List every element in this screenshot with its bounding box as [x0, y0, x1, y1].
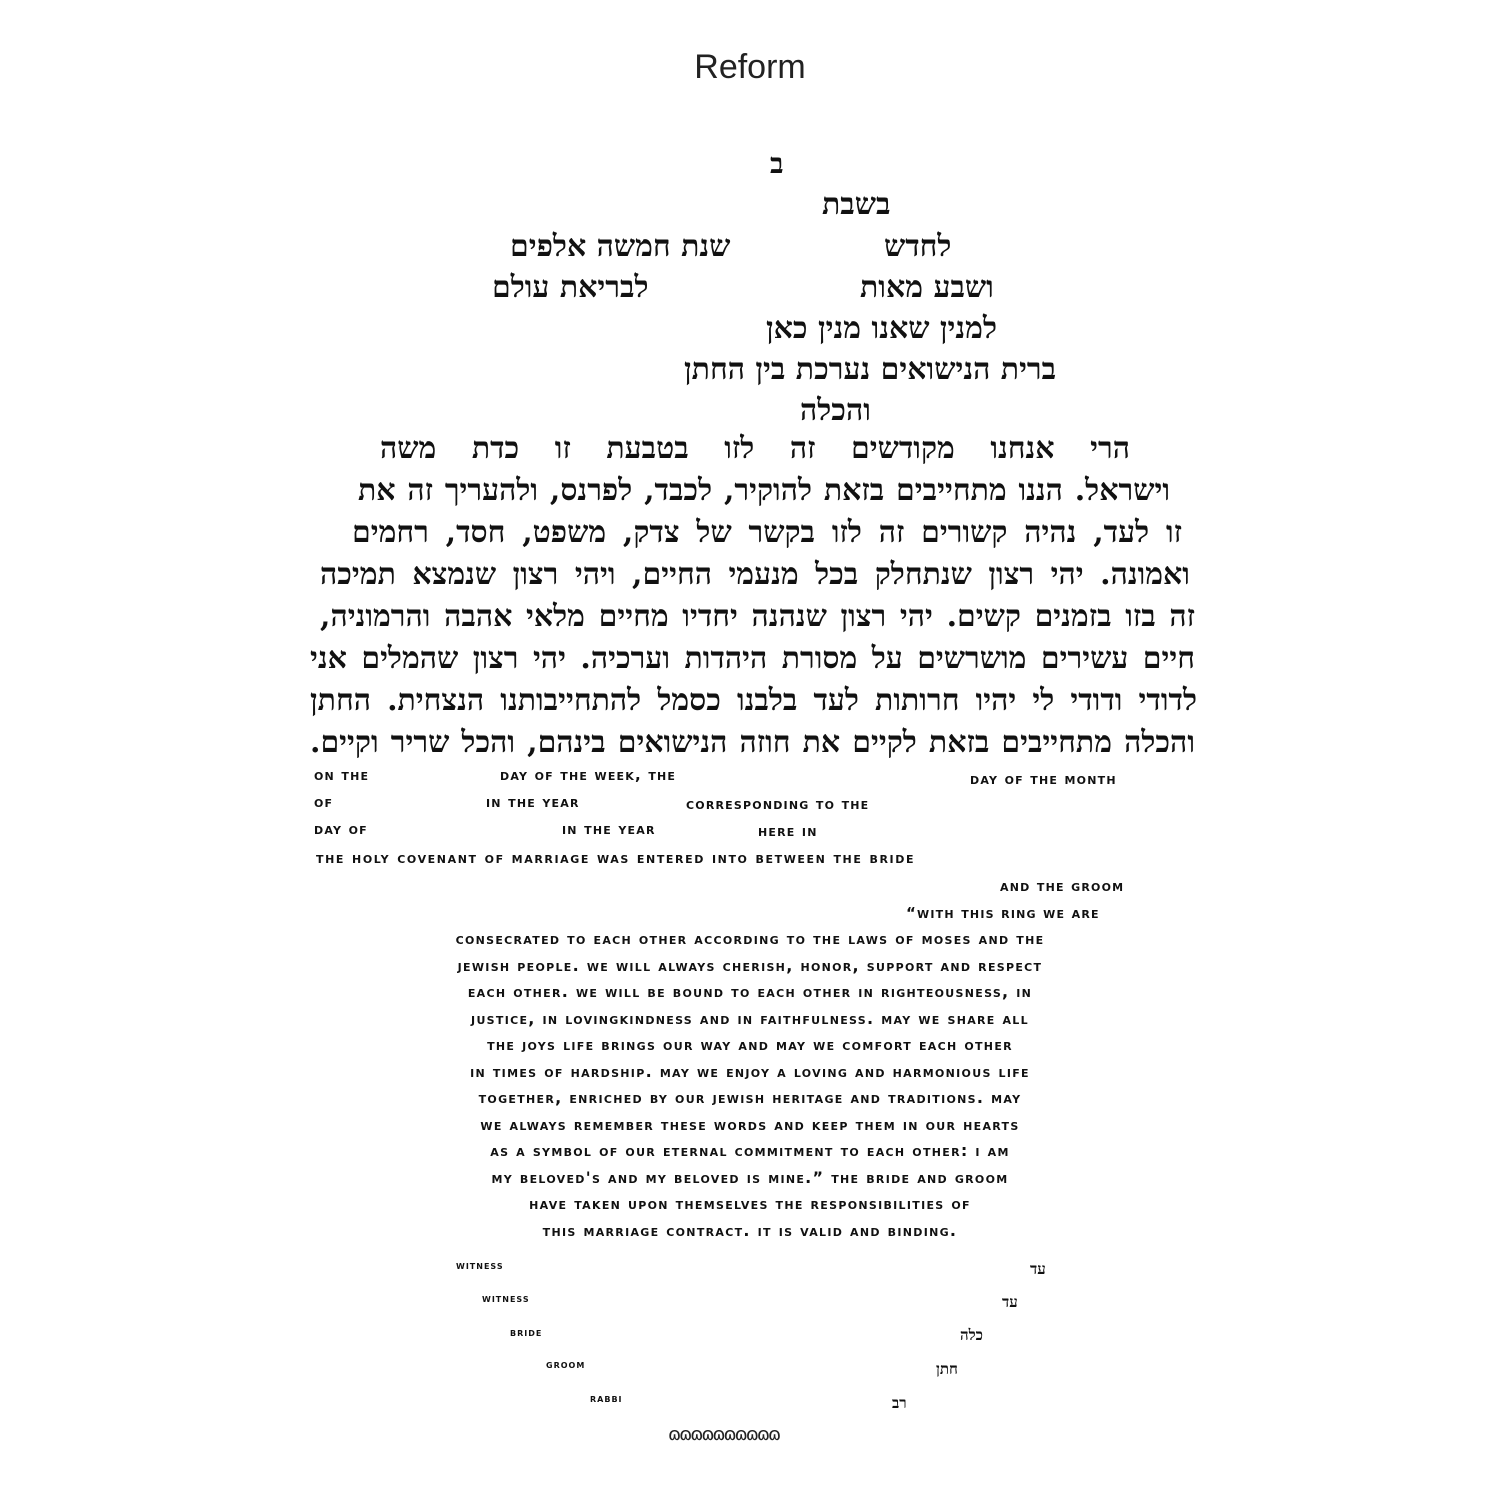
english-header-r3-c: here in — [758, 822, 818, 840]
english-line: consecrated to each other according to the laws of moses and the — [455, 929, 1045, 948]
hebrew-line: ואמונה. יהי רצון שנתחלק בכל מנעמי החיים, ויהי רצון שנמצא תמיכה — [320, 557, 1190, 592]
hebrew-header-line-4: למנין שאנו מנין כאן — [766, 311, 997, 346]
english-header-r1-c: day of the month — [970, 770, 1117, 788]
english-line: my beloved's and my beloved is mine.” the bride and groom — [491, 1167, 1009, 1187]
hebrew-header-line-1: בשבת — [822, 187, 891, 222]
rabbi-hebrew-label: רב — [892, 1394, 907, 1412]
bride-hebrew-label: כלה — [960, 1326, 983, 1344]
english-line: this marriage contract. it is valid and binding. — [542, 1220, 958, 1240]
groom-label: groom — [546, 1358, 586, 1371]
english-header-r1-b: day of the week, the — [500, 766, 677, 784]
english-line: together, enriched by our jewish heritage and traditions. may — [478, 1088, 1022, 1107]
hebrew-header-line-3-left: לבריאת עולם — [492, 270, 649, 305]
hebrew-line: והכלה מתחייבים בזאת לקיים את חוזה הנישואים בינהם, והכל שריר וקיים. — [310, 725, 1195, 760]
bride-label: bride — [510, 1326, 543, 1339]
hebrew-header-line-6: והכלה — [800, 393, 871, 428]
english-header-r2-b: in the year — [486, 793, 580, 811]
english-header-r2-a: of — [314, 793, 334, 811]
english-line: in times of hardship. may we enjoy a loving and harmonious life — [470, 1061, 1030, 1081]
english-header-r5: and the groom — [1000, 877, 1125, 895]
english-line: we always remember these words and keep them in our hearts — [480, 1114, 1020, 1134]
witness-2-hebrew-label: עד — [1002, 1293, 1018, 1311]
english-line: each other. we will be bound to each other in righteousness, in — [467, 982, 1033, 1001]
witness-1-label: witness — [456, 1259, 504, 1272]
hebrew-paragraph — [300, 428, 1200, 764]
english-line: justice, in lovingkindness and in faithfulness. may we share all — [471, 1008, 1029, 1028]
english-line: as a symbol of our eternal commitment to each other: i am — [490, 1141, 1010, 1160]
hebrew-header-line-2-right: לחדש — [884, 229, 952, 264]
english-line: have taken upon themselves the responsibilities of — [529, 1194, 971, 1213]
hebrew-line: וישראל. הננו מתחייבים בזאת להוקיר, לכבד, לפרנס, ולהעריך זה את — [358, 473, 1170, 508]
hebrew-header-line-2-left: שנת חמשה אלפים — [510, 229, 731, 264]
hebrew-line: הרי אנחנו מקודשים זה לזו בטבעת זו כדת משה — [380, 431, 1130, 466]
witness-1-hebrew-label: עד — [1030, 1260, 1046, 1278]
hebrew-line: לדודי ודודי לי יהיו חרותות לעד בלבנו כסמל להתחייבותנו הנצחית. החתן — [310, 683, 1197, 718]
english-header-r4: the holy covenant of marriage was entered into between the bride — [316, 849, 916, 867]
groom-hebrew-label: חתן — [936, 1360, 958, 1378]
decorative-flourish-ornament: ɷɷɷɷɷɷɷɷɷɷ — [668, 1424, 780, 1445]
english-line: jewish people. we will always cherish, honor, support and respect — [457, 955, 1043, 975]
hebrew-line: חיים עשירים מושרשים על מסורת היהדות וערכיה. יהי רצון שהמלים אני — [310, 641, 1195, 676]
hebrew-line: זה בזו בזמנים קשים. יהי רצון שנהנה יחדיו מחיים מלאי אהבה והרמוניה, — [320, 599, 1195, 634]
hebrew-line: זו לעד, נהיה קשורים זה לזו בקשר של צדק, משפט, חסד, רחמים — [352, 515, 1182, 550]
english-header-r2-c: corresponding to the — [686, 795, 870, 813]
english-header-r1-a: on the — [314, 766, 370, 784]
hebrew-header-line-3-right: ושבע מאות — [860, 270, 994, 305]
english-paragraph — [250, 926, 1250, 1244]
english-header-r3-a: day of — [314, 820, 368, 838]
page-title: Reform — [694, 48, 806, 86]
hebrew-bet: ב — [770, 147, 784, 180]
english-header-r6: “with this ring we are — [906, 904, 1100, 922]
witness-2-label: witness — [482, 1292, 530, 1305]
hebrew-header-line-5: ברית הנישואים נערכת בין החתן — [684, 352, 1057, 387]
rabbi-label: rabbi — [590, 1392, 623, 1405]
english-line: the joys life brings our way and may we comfort each other — [487, 1035, 1013, 1054]
english-header-r3-b: in the year — [562, 820, 656, 838]
